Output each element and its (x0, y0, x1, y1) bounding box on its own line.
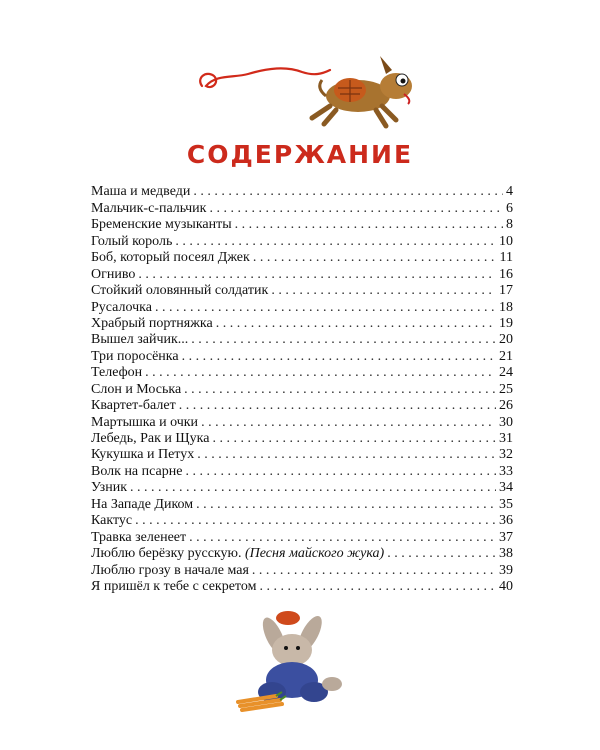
toc-row (91, 480, 513, 496)
toc-dot-leader (184, 382, 496, 398)
toc-page-number: 36 (499, 513, 513, 529)
toc-page-number: 24 (499, 365, 513, 381)
rabbit-with-carrots-illustration (236, 606, 356, 716)
toc-item-title: Маша и медведи (91, 184, 191, 200)
toc-page-number: 30 (499, 414, 513, 430)
toc-page-number: 33 (499, 463, 513, 479)
toc-dot-leader (197, 447, 496, 463)
toc-page-number: 10 (499, 233, 513, 249)
page-title: СОДЕРЖАНИЕ (186, 140, 414, 169)
toc-page-number: 31 (499, 431, 513, 446)
toc-dot-leader (189, 530, 496, 546)
toc-dot-leader (175, 234, 496, 250)
toc-row (91, 529, 513, 545)
toc-page-number: 17 (499, 283, 513, 299)
toc-page-number: 40 (499, 578, 513, 594)
toc-row (91, 431, 513, 447)
toc-row (91, 579, 513, 595)
toc-dot-leader (252, 563, 496, 579)
toc-dot-leader (212, 431, 496, 447)
toc-item-title: Кукушка и Петух (91, 447, 195, 463)
toc-item-title: Стойкий оловянный солдатик (91, 283, 269, 299)
toc-dot-leader (191, 332, 496, 348)
toc-row (91, 365, 513, 381)
toc-dot-leader (182, 349, 496, 365)
toc-dot-leader (201, 415, 496, 431)
toc-page-number: 6 (506, 200, 513, 216)
table-of-contents (91, 184, 513, 595)
toc-row (91, 283, 513, 299)
toc-row (91, 562, 513, 578)
toc-item-title: Узник (91, 480, 127, 496)
toc-item-title: Лебедь, Рак и Щука (91, 431, 210, 446)
toc-dot-leader (259, 579, 496, 595)
toc-row (91, 217, 513, 233)
toc-row (91, 299, 513, 315)
toc-row (91, 513, 513, 529)
toc-row (91, 184, 513, 200)
toc-item-title: Русалочка (91, 299, 152, 315)
toc-item-title: Волк на псарне (91, 463, 183, 479)
toc-page-number: 34 (499, 480, 513, 496)
toc-row (91, 200, 513, 216)
toc-dot-leader (130, 480, 496, 496)
toc-dot-leader (179, 398, 496, 414)
toc-item-title: Люблю грозу в начале мая (91, 562, 249, 578)
toc-row (91, 316, 513, 332)
toc-row (91, 348, 513, 364)
toc-page-number: 19 (499, 315, 513, 331)
toc-item-title: Три поросёнка (91, 348, 179, 364)
toc-row (91, 266, 513, 282)
toc-dot-leader (138, 267, 496, 283)
toc-dot-leader (135, 513, 496, 529)
toc-page-number: 26 (499, 398, 513, 414)
toc-item-title: Кактус (91, 513, 133, 529)
toc-row (91, 381, 513, 397)
toc-dot-leader (185, 464, 496, 480)
toc-item-title: Квартет-балет (91, 398, 176, 414)
toc-dot-leader (235, 217, 503, 233)
toc-item-title: Огниво (91, 266, 136, 282)
toc-item-title: Мартышка и очки (91, 414, 199, 430)
toc-page-number: 38 (499, 546, 513, 562)
toc-dot-leader (387, 546, 496, 562)
toc-item-title: Вышел зайчик... (91, 332, 189, 348)
toc-row (91, 414, 513, 430)
toc-page-number: 16 (499, 266, 513, 282)
toc-row (91, 233, 513, 249)
toc-page-number: 35 (499, 496, 513, 512)
toc-dot-leader (196, 497, 496, 513)
toc-dot-leader (145, 365, 496, 381)
toc-dot-leader (253, 250, 497, 266)
toc-page-number: 39 (499, 562, 513, 578)
toc-page-number: 25 (499, 381, 513, 397)
toc-page-number: 18 (499, 299, 513, 315)
toc-page-number: 8 (506, 217, 513, 233)
toc-page-number: 21 (499, 348, 513, 364)
toc-item-title: Травка зеленеет (91, 529, 187, 545)
dog-on-leash-illustration (190, 44, 420, 134)
toc-item-title: На Западе Диком (91, 496, 194, 512)
toc-item-note: (Песня майского жука) (244, 546, 385, 562)
toc-item-title: Телефон (91, 365, 143, 381)
toc-item-title: Храбрый портняжка (91, 315, 213, 331)
toc-dot-leader (193, 184, 503, 200)
toc-dot-leader (216, 316, 496, 332)
toc-row (91, 332, 513, 348)
toc-page-number: 20 (499, 332, 513, 348)
toc-item-title: Боб, который посеял Джек (91, 250, 250, 266)
toc-item-title: Люблю берёзку русскую. (Песня майского жука) (91, 546, 385, 562)
toc-page-number: 4 (506, 184, 513, 200)
toc-row (91, 463, 513, 479)
toc-dot-leader (155, 300, 496, 316)
toc-page-number: 11 (499, 250, 513, 266)
toc-item-title: Бременские музыканты (91, 217, 232, 233)
toc-item-title: Я пришёл к тебе с секретом (91, 578, 257, 594)
toc-item-title: Слон и Моська (91, 381, 182, 397)
toc-dot-leader (271, 283, 496, 299)
toc-page-number: 32 (499, 447, 513, 463)
toc-row (91, 398, 513, 414)
toc-item-title: Мальчик-с-пальчик (91, 200, 207, 216)
toc-page-number: 37 (499, 529, 513, 545)
toc-row (91, 250, 513, 266)
toc-row (91, 496, 513, 512)
toc-row (91, 447, 513, 463)
toc-row (91, 546, 513, 562)
toc-item-title: Голый король (91, 233, 173, 249)
toc-dot-leader (209, 201, 503, 217)
